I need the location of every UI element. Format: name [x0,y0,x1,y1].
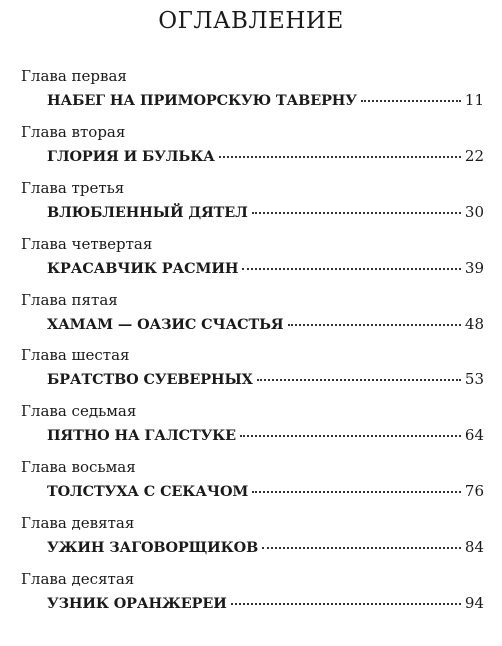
toc-entry[interactable] [0,178,502,234]
dot-leader [240,434,461,437]
chapter-label: Глава шестая [21,346,130,365]
dot-leader [252,211,461,214]
chapter-heading: КРАСАВЧИК РАСМИН [47,259,239,277]
dot-leader [257,378,461,381]
toc-line [47,482,484,504]
dot-leader [361,99,461,102]
chapter-label: Глава десятая [21,570,135,589]
chapter-heading: ГЛОРИЯ И БУЛЬКА [47,147,215,165]
page-number: 11 [464,91,484,109]
toc-line [47,91,484,113]
toc-entry[interactable] [0,401,502,457]
dot-leader [288,323,461,326]
chapter-label: Глава восьмая [21,458,136,477]
dot-leader [262,546,461,549]
toc-line [47,426,484,448]
chapter-heading: БРАТСТВО СУЕВЕРНЫХ [47,371,253,389]
toc-line [47,594,484,616]
chapter-heading: УЗНИК ОРАНЖЕРЕИ [47,595,227,613]
toc-entry[interactable] [0,345,502,401]
dot-leader [252,490,461,493]
page-number: 22 [464,146,484,165]
toc-line [47,147,484,169]
toc-entry[interactable] [0,513,502,569]
page-number: 64 [464,426,484,445]
toc-line [47,203,484,225]
dot-leader [242,267,461,270]
chapter-label: Глава девятая [21,514,135,533]
chapter-label: Глава седьмая [21,402,137,421]
chapter-heading: ХАМАМ — ОАЗИС СЧАСТЬЯ [47,315,284,333]
toc-line [47,259,484,281]
page-number: 39 [464,258,484,277]
page-number: 53 [464,370,484,389]
chapter-label: Глава пятая [21,290,118,309]
page-number: 84 [464,538,484,557]
dot-leader [231,602,461,605]
chapter-label: Глава первая [21,67,127,85]
toc-entry[interactable] [0,457,502,513]
chapter-heading: ВЛЮБЛЕННЫЙ ДЯТЕЛ [47,203,248,221]
chapter-heading: НАБЕГ НА ПРИМОРСКУЮ ТАВЕРНУ [47,92,357,109]
chapter-heading: ПЯТНО НА ГАЛСТУКЕ [47,427,237,445]
page-number: 76 [464,482,484,501]
page-number: 94 [464,594,484,613]
chapter-heading: УЖИН ЗАГОВОРЩИКОВ [47,539,259,557]
page-number: 48 [464,314,484,333]
page-title: ОГЛАВЛЕНИЕ [158,8,344,34]
chapter-label: Глава четвертая [21,234,153,253]
toc-line [47,370,484,392]
dot-leader [219,155,461,158]
toc-entry[interactable] [0,569,502,625]
toc-entry[interactable] [0,66,502,122]
toc-line [47,538,484,560]
toc-entry[interactable] [0,122,502,178]
chapter-heading: ТОЛСТУХА С СЕКАЧОМ [47,483,249,501]
chapter-label: Глава вторая [21,122,126,141]
toc-entry[interactable] [0,234,502,290]
page-number: 30 [464,202,484,221]
toc-line [47,315,484,337]
toc-entry[interactable] [0,290,502,346]
toc-list [0,66,502,625]
chapter-label: Глава третья [21,178,125,197]
